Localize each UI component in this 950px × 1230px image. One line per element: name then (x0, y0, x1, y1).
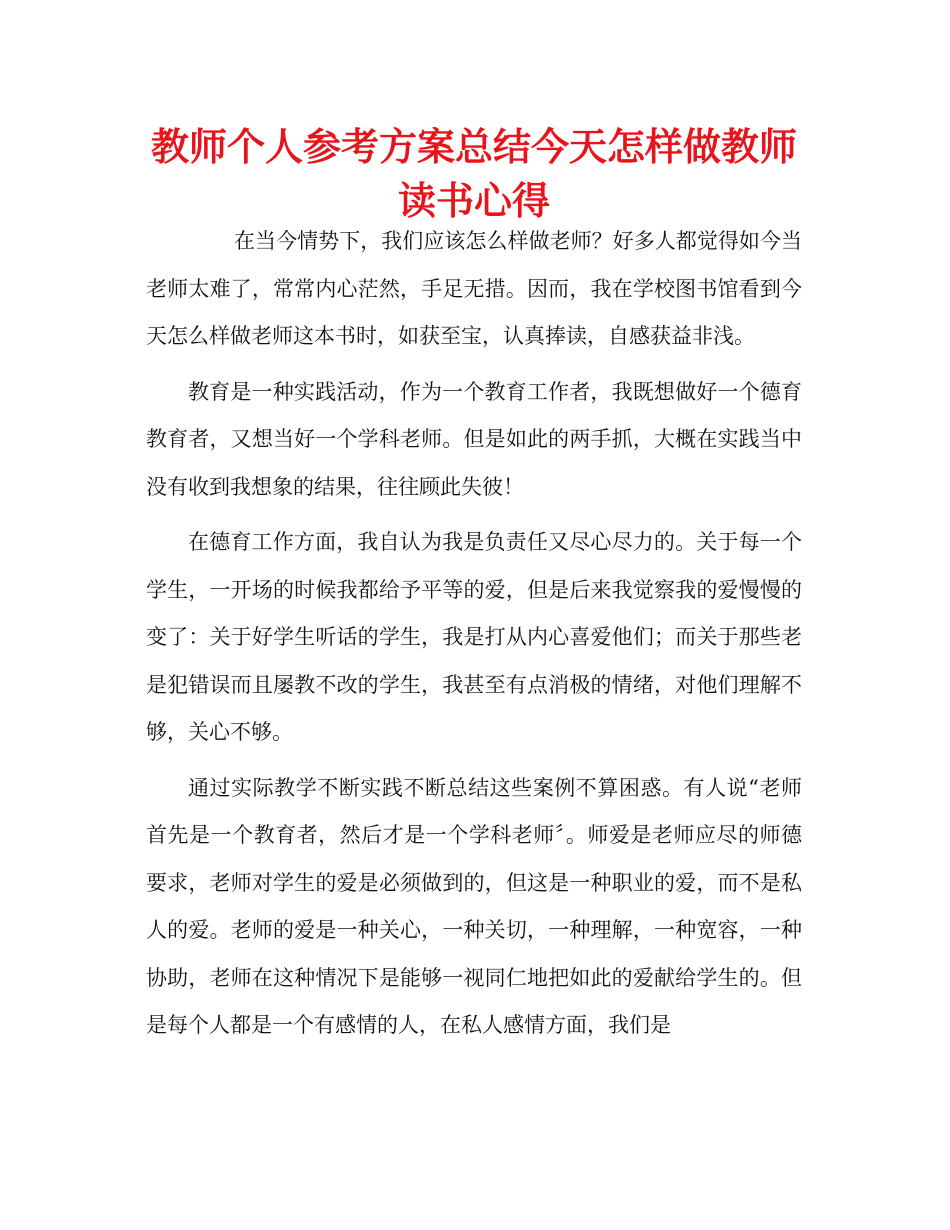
paragraph-2: 教育是一种实践活动，作为一个教育工作者，我既想做好一个德育教育者，又想当好一个学科老师。但是如此的两手抓，大概在实践当中没有收到我想象的结果，往往顾此失彼！ (146, 379, 802, 499)
paragraph-1: 在当今情势下，我们应该怎么样做老师？好多人都觉得如今当老师太难了，常常内心茫然，手足无措。因而，我在学校图书馆看到今天怎么样做老师这本书时，如获至宝，认真捧读，自感获益非浅。 (146, 229, 802, 348)
paragraph-3: 在德育工作方面，我自认为我是负责任又尽心尽力的。关于每一个学生，一开场的时候我都给予平等的爱，但是后来我觉察我的爱慢慢的变了：关于好学生听话的学生，我是打从内心喜爱他们；而关于那些老是犯错误而且屡教不改的学生，我甚至有点消极的情绪，对他们理解不够，关心不够。 (146, 530, 802, 744)
document-title: 教师个人参考方案总结今天怎样做教师读书心得 (150, 125, 797, 223)
document-body (146, 218, 802, 1058)
paragraph-4: 通过实际教学不断实践不断总结这些案例不算困惑。有人说“老师首先是一个教育者，然后才是一个学科老师〞。师爱是老师应尽的师德要求，老师对学生的爱是必须做到的，但这是一种职业的爱，而不是私人的爱。老师的爱是一种关心，一种关切，一种理解，一种宽容，一种协助，老师在这种情况下是能够一视同仁地把如此的爱献给学生的。但是每个人都是一个有感情的人，在私人感情方面，我们是 (146, 775, 802, 1037)
